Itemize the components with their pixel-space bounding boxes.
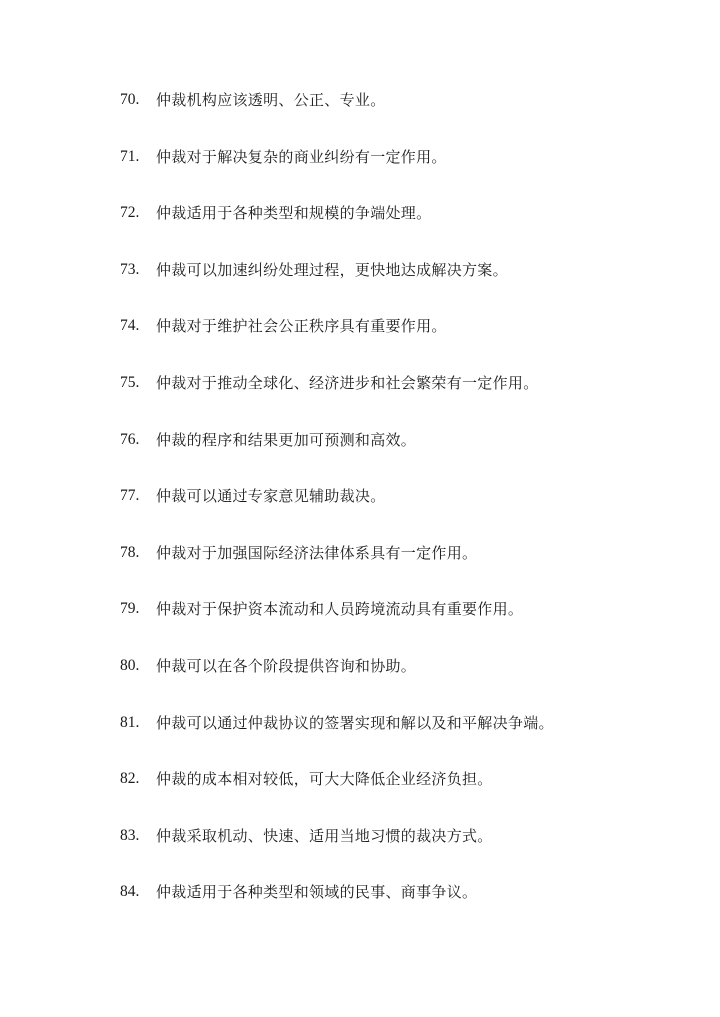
item-text: 仲裁对于维护社会公正秩序具有重要作用。 <box>156 317 447 336</box>
list-item <box>120 199 700 256</box>
item-number: 74. <box>120 317 140 335</box>
item-text: 仲裁适用于各种类型和领域的民事、商事争议。 <box>156 883 478 902</box>
item-text: 仲裁适用于各种类型和规模的争端处理。 <box>156 204 432 223</box>
list-item <box>120 765 700 822</box>
item-number: 75. <box>120 373 140 391</box>
item-number: 78. <box>120 543 140 561</box>
item-number: 81. <box>120 713 140 731</box>
item-text: 仲裁采取机动、快速、适用当地习惯的裁决方式。 <box>156 826 493 845</box>
item-number: 84. <box>120 883 140 901</box>
item-text: 仲裁对于加强国际经济法律体系具有一定作用。 <box>156 543 478 562</box>
list-item <box>120 86 700 143</box>
item-text: 仲裁对于保护资本流动和人员跨境流动具有重要作用。 <box>156 600 524 619</box>
list-item <box>120 312 700 369</box>
numbered-list <box>120 86 700 935</box>
list-item <box>120 709 700 766</box>
list-item <box>120 143 700 200</box>
item-text: 仲裁可以加速纠纷处理过程，更快地达成解决方案。 <box>156 260 508 279</box>
item-text: 仲裁的成本相对较低，可大大降低企业经济负担。 <box>156 770 493 789</box>
item-number: 82. <box>120 770 140 788</box>
item-number: 70. <box>120 91 140 108</box>
list-item <box>120 426 700 483</box>
item-text: 仲裁可以通过仲裁协议的签署实现和解以及和平解决争端。 <box>156 713 554 732</box>
item-number: 80. <box>120 656 140 674</box>
list-item <box>120 652 700 709</box>
item-number: 76. <box>120 430 140 448</box>
list-item <box>120 595 700 652</box>
item-number: 71. <box>120 147 140 165</box>
item-number: 77. <box>120 487 140 505</box>
list-item <box>120 256 700 313</box>
item-text: 仲裁可以在各个阶段提供咨询和协助。 <box>156 656 417 675</box>
list-item <box>120 878 700 935</box>
item-number: 79. <box>120 600 140 618</box>
item-text: 仲裁的程序和结果更加可预测和高效。 <box>156 430 417 449</box>
item-number: 73. <box>120 260 140 278</box>
list-item <box>120 539 700 596</box>
list-item <box>120 369 700 426</box>
item-text: 仲裁机构应该透明、公正、专业。 <box>156 91 386 109</box>
item-text: 仲裁可以通过专家意见辅助裁决。 <box>156 487 386 506</box>
item-number: 72. <box>120 204 140 222</box>
item-number: 83. <box>120 826 140 844</box>
item-text: 仲裁对于解决复杂的商业纠纷有一定作用。 <box>156 147 447 166</box>
item-text: 仲裁对于推动全球化、经济进步和社会繁荣有一定作用。 <box>156 373 539 392</box>
list-item <box>120 482 700 539</box>
list-item <box>120 822 700 879</box>
